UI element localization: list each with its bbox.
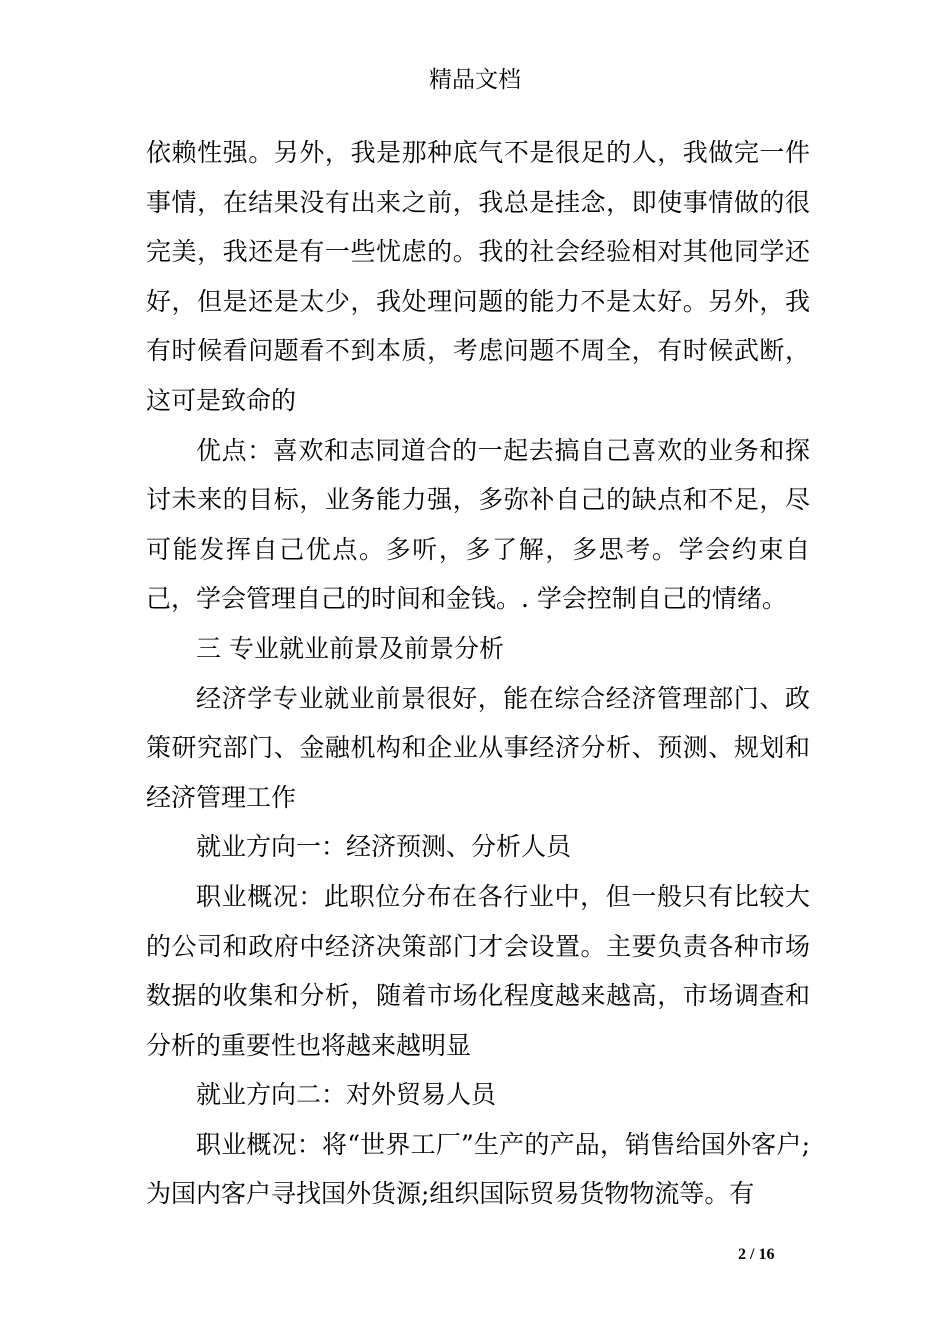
paragraph-direction-one-overview: 职业概况：此职位分布在各行业中，但一般只有比较大的公司和政府中经济决策部门才会设置。主要负责各种市场数据的收集和分析，随着市场化程度越来越高，市场调查和分析的重要性也将越来越明显: [146, 881, 810, 1060]
page-header: 精品文档: [429, 67, 521, 93]
paragraph-weaknesses: 依赖性强。另外，我是那种底气不是很足的人，我做完一件事情，在结果没有出来之前，我总是挂念，即使事情做的很完美，我还是有一些忧虑的。我的社会经验相对其他同学还好，但是还是太少，我处理问题的能力不是太好。另外，我有时候看问题看不到本质，考虑问题不周全，有时候武断，这可是致命的: [146, 138, 810, 415]
paragraph-direction-two-overview: 职业概况：将“世界工厂”生产的产品，销售给国外客户;为国内客户寻找国外货源;组织国际贸易货物物流等。有: [146, 1129, 810, 1209]
section-heading-career-prospects: 三 专业就业前景及前景分析: [196, 633, 504, 663]
subheading-direction-two: 就业方向二：对外贸易人员: [196, 1080, 497, 1110]
page-number: 2 / 16: [738, 1246, 775, 1263]
subheading-direction-one: 就业方向一：经济预测、分析人员: [196, 832, 572, 862]
document-body: [146, 128, 810, 1219]
paragraph-career-outlook: 经济学专业就业前景很好，能在综合经济管理部门、政策研究部门、金融机构和企业从事经济分析、预测、规划和经济管理工作: [146, 683, 810, 812]
paragraph-strengths: 优点：喜欢和志同道合的一起去搞自己喜欢的业务和探讨未来的目标，业务能力强，多弥补自己的缺点和不足，尽可能发挥自己优点。多听，多了解，多思考。学会约束自己，学会管理自己的时间和金钱。. 学会控制自己的情绪。: [146, 435, 810, 614]
